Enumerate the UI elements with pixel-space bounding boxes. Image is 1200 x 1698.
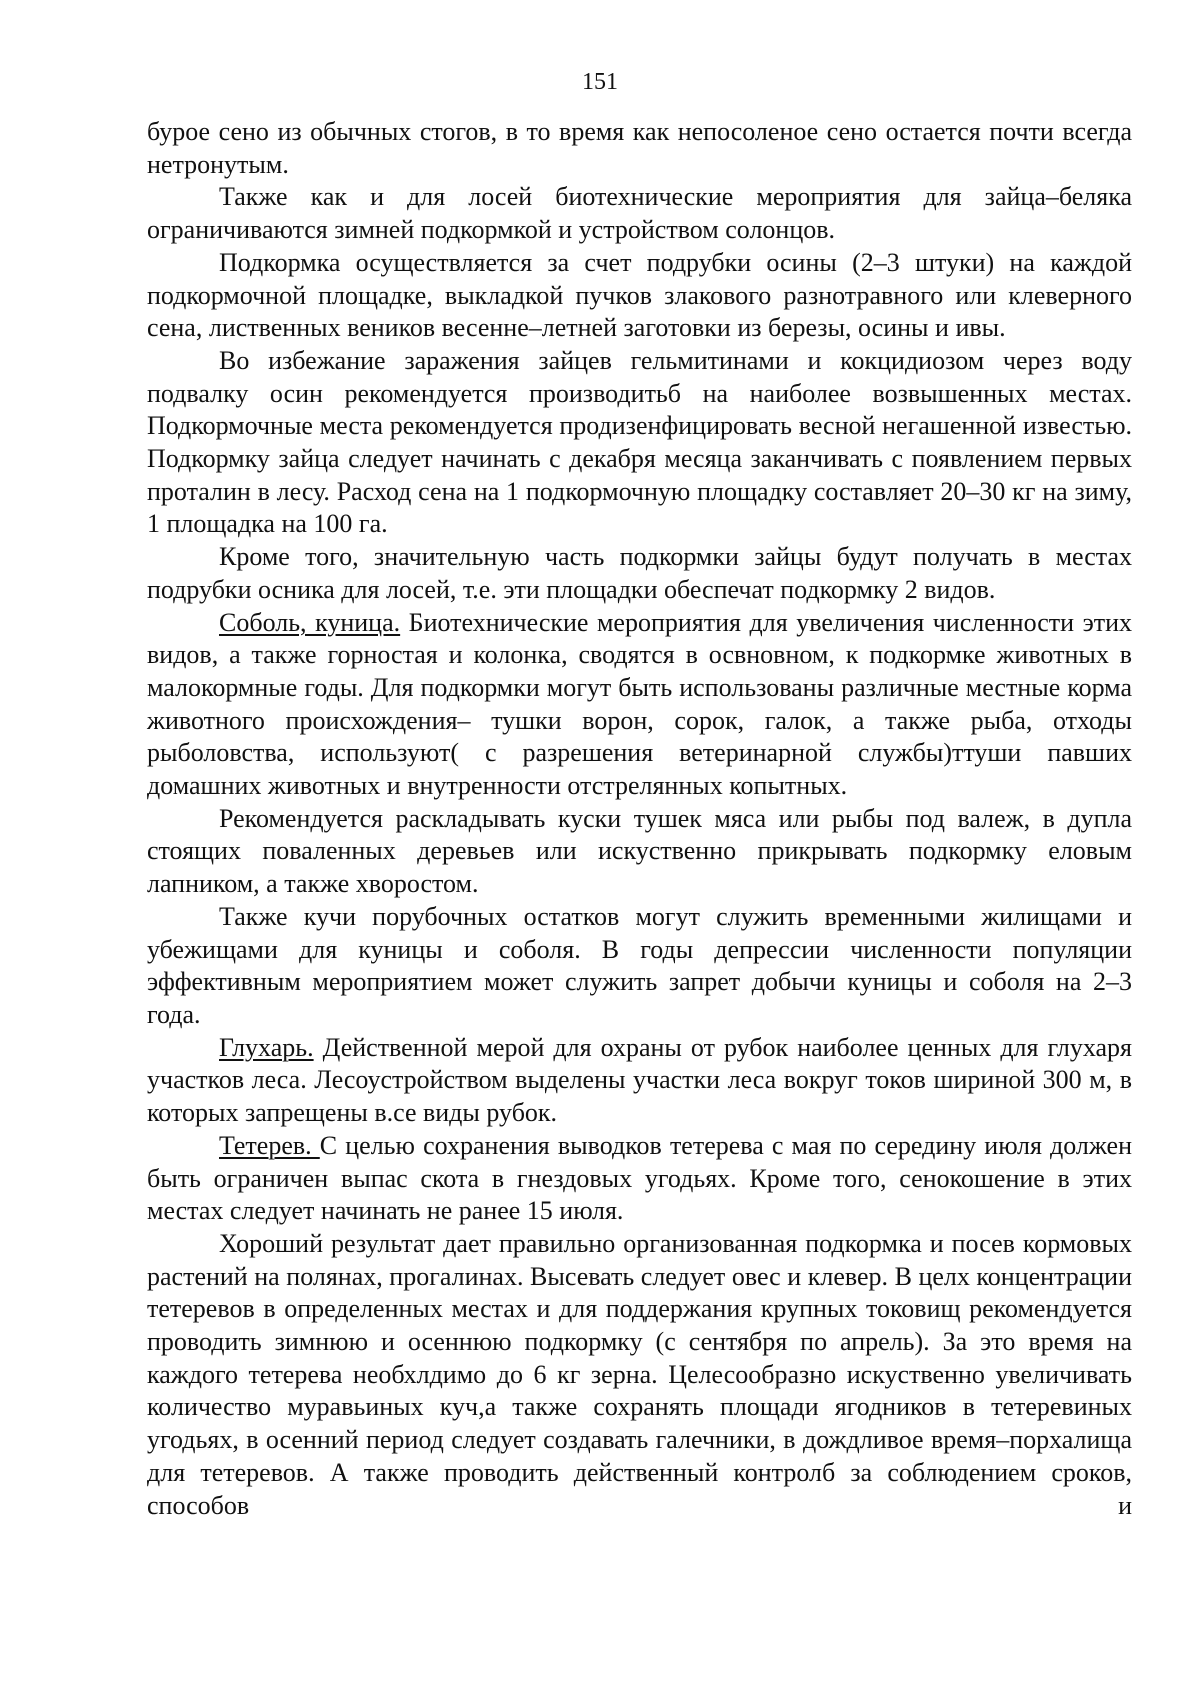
paragraph-2 [147,181,1132,246]
paragraph-5 [147,541,1132,606]
paragraph-8 [147,901,1132,1032]
paragraph-text: С целью сохранения выводков тетерева с мая по середину июля должен быть ограничен выпас скота в гнездовых угодьях. Кроме того, сенокошение в этих местах следует начинать не ранее 15 июля. [147,1130,1132,1226]
paragraph-text: бурое сено из обычных стогов, в то время как непосоленое сено остается почти всегда нетронутым. [147,117,1132,179]
paragraph-1 [147,116,1132,181]
paragraph-11 [147,1228,1132,1522]
section-heading-sable-marten: Соболь, куница. [219,607,401,637]
paragraph-capercaillie [147,1032,1132,1130]
paragraph-text: Также как и для лосей биотехнические мероприятия для зайца–беляка ограничиваются зимней подкормкой и устройством солонцов. [147,182,1132,245]
paragraph-black-grouse [147,1130,1132,1228]
document-body [147,116,1132,1522]
paragraph-3 [147,247,1132,345]
paragraph-text: Действенной мерой для охраны от рубок наиболее ценных для глухаря участков леса. Лесоустройством выделены участки леса вокруг токов шириной 300 м, в которых запрещены в.се виды рубок. [147,1032,1132,1128]
paragraph-text: Также кучи порубочных остатков могут служить временными жилищами и убежищами для куницы и соболя. В годы депрессии численности популяции эффективным мероприятием может служить запрет добычи куницы и соболя на 2–3 года. [147,901,1132,1029]
paragraph-text: Хороший результат дает правильно организованная подкормка и посев кормовых растений на полянах, прогалинах. Высевать следует овес и клевер. В целх концентрации тетеревов в определенных местах и для поддержания крупных токовищ рекомендуется проводить зимнюю и осеннюю подкормку (с сентября по апрель). За это время на каждого тетерева необхлдимо до 6 кг зерна. Целесообразно искуственно увеличивать количество муравьиных куч,а также сохранять площади ягодников в тетеревиных угодьях, в осенний период следует создавать галечники, в дождливое время–порхалища для тетеревов. А также проводить действенный контролб за соблюдением сроков, способов и [147,1228,1132,1520]
paragraph-7 [147,803,1132,901]
page-number: 151 [582,69,618,95]
paragraph-text: Биотехнические мероприятия для увеличения численности этих видов, а также горностая и колонка, сводятся в освновном, к подкормке животных в малокормные годы. Для подкормки могут быть использованы различные местные корма животного происхождения– тушки ворон, сорок, галок, а также рыба, отходы рыболовства, используют( с разрешения ветеринарной службы)ттуши павших домашних животных и внутренности отстрелянных копытных. [147,607,1132,801]
section-heading-black-grouse: Тетерев. [219,1130,320,1160]
section-heading-capercaillie: Глухарь. [219,1032,314,1062]
paragraph-4 [147,345,1132,541]
paragraph-sable-marten [147,607,1132,803]
paragraph-text: Во избежание заражения зайцев гельмитинами и кокцидиозом через воду подвалку осин рекомендуется производитьб на наиболее возвышенных местах. Подкормочные места рекомендуется продизенфицировать весной негашенной известью. Подкормку зайца следует начинать с декабря месяца заканчивать с появлением первых проталин в лесу. Расход сена на 1 подкормочную площадку составляет 20–30 кг на зиму, 1 площадка на 100 га. [147,345,1132,539]
paragraph-text: Кроме того, значительную часть подкормки зайцы будут получать в местах подрубки осника для лосей, т.е. эти площадки обеспечат подкормку 2 видов. [147,542,1132,604]
paragraph-text: Рекомендуется раскладывать куски тушек мяса или рыбы под валеж, в дупла стоящих поваленных деревьев или искуственно прикрывать подкормку еловым лапником, а также хворостом. [147,803,1132,899]
paragraph-text: Подкормка осуществляется за счет подрубки осины (2–3 штуки) на каждой подкормочной площадке, выкладкой пучков злакового разнотравного или клеверного сена, лиственных веников весенне–летней заготовки из березы, осины и ивы. [147,247,1132,343]
